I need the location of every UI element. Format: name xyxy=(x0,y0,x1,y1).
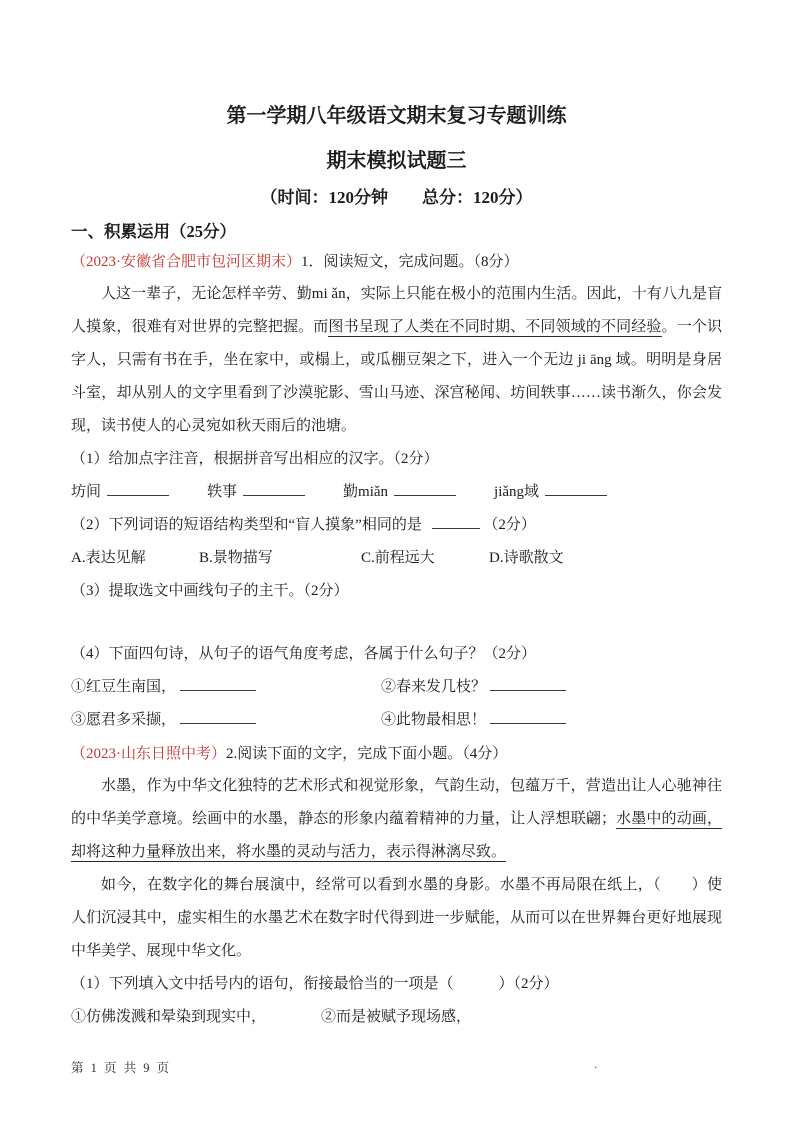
q2-sub1-options-grid xyxy=(71,1001,722,1034)
exam-meta-line: （时间：120分钟 总分：120分） xyxy=(260,188,533,207)
passage1-underlined-sentence: 图书呈现了人类在不同时期、不同领域的不同经验 xyxy=(328,319,662,335)
q1-sub3-label: （3）提取选文中画线句子的主干。（2分） xyxy=(71,583,349,599)
answer-blank xyxy=(180,709,256,724)
section-heading: 一、积累运用（25分） xyxy=(71,222,236,241)
fill-item-4 xyxy=(494,476,607,509)
answer-blank xyxy=(432,514,480,529)
fill-item-1-label: 坊间 xyxy=(71,484,102,500)
option-b: B.景物描写 xyxy=(199,550,273,566)
answer-blank xyxy=(490,709,566,724)
poem-line-3-text: ③愿君多采撷， xyxy=(71,712,177,728)
q1-sub4-label: （4）下面四句诗，从句子的语气角度考虑，各属于什么句子？（2分） xyxy=(71,646,537,662)
question1-stem: 1．阅读短文，完成问题。（8分） xyxy=(301,254,519,270)
q1-sub1-fill-row xyxy=(71,476,722,509)
passage1-text-post: 。一个识字人，只需有书在手，坐在家中，或榻上，或瓜棚豆架之下，进入一个无边 ji āng 域。明明是身居斗室，却从别人的文字里看到了沙漠驼影、雪山马迹、深宫秘闻、坊间轶事……读书渐久，你会发现，读书使人的心灵宛如秋天雨后的池塘。 xyxy=(71,319,722,434)
answer-blank xyxy=(394,481,456,496)
q1-sub2-label-post: （2分） xyxy=(483,517,536,533)
page-title: 第一学期八年级语文期末复习专题训练 xyxy=(226,105,567,127)
q2-sub1-label: （1）下列填入文中括号内的语句，衔接最恰当的一项是（ ）（2分） xyxy=(71,976,559,992)
answer-blank xyxy=(490,676,566,691)
q1-sub2-label xyxy=(71,509,722,542)
question2-stem: 2.阅读下面的文字，完成下面小题。（4分） xyxy=(226,746,508,762)
q1-sub2-options-row xyxy=(71,542,722,575)
footer-page-number: 第 1 页 共 9 页 xyxy=(71,1061,172,1075)
fill-item-4-label: jiǎng域 xyxy=(494,484,540,500)
option-a: A.表达见解 xyxy=(71,550,146,566)
poem-line-3 xyxy=(71,704,381,737)
option-c: C.前程远大 xyxy=(361,550,435,566)
question2-stem-line xyxy=(71,739,722,770)
poem-line-4 xyxy=(381,704,722,737)
answer-blank xyxy=(243,481,305,496)
fill-item-2 xyxy=(207,476,305,509)
passage1-text-pre: 人这一辈子，无论怎样辛劳、勤mi ǎn，实际上只能在极小的范围内生活。因此，十有八九是盲人摸象，很难有对世界的完整把握。而 xyxy=(71,286,722,335)
fill-item-3-label: 勤miǎn xyxy=(343,484,389,500)
q1-sub2-label-pre: （2）下列词语的短语结构类型和“盲人摸象”相同的是 xyxy=(71,517,422,533)
page-subtitle: 期末模拟试题三 xyxy=(326,150,467,172)
poem-line-4-text: ④此物最相思！ xyxy=(381,712,487,728)
question1-stem-line xyxy=(71,247,722,278)
question1-source-tag: （2023·安徽省合肥市包河区期末） xyxy=(71,254,301,270)
reading-passage-2-para1 xyxy=(71,770,722,869)
answer-blank xyxy=(107,481,169,496)
fill-item-2-label: 轶事 xyxy=(207,484,238,500)
passage2-text-pre: 水墨，作为中华文化独特的艺术形式和视觉形象，气韵生动，包蕴万千，营造出让人心驰神往的中华美学意境。绘画中的水墨，静态的形象内蕴着精神的力量，让人浮想联翩； xyxy=(71,778,722,827)
reading-passage-2-para2: 如今，在数字化的舞台展演中，经常可以看到水墨的身影。水墨不再局限在纸上，（ ）使人们沉浸其中，虚实相生的水墨艺术在数字时代得到进一步赋能，从而可以在世界舞台更好地展现中华美学、展现中华文化。 xyxy=(71,877,722,959)
reading-passage-1 xyxy=(71,278,722,443)
option-d: D.诗歌散文 xyxy=(489,550,564,566)
q2-option-2: ②而是被赋予现场感， xyxy=(321,1009,472,1025)
answer-blank xyxy=(545,481,607,496)
q2-option-1: ①仿佛泼溅和晕染到现实中， xyxy=(71,1009,267,1025)
poem-line-2 xyxy=(381,671,722,704)
passage2-underlined-sentence: 水墨中的动画，却将这种力量释放出来，将水墨的灵动与活力，表示得淋漓尽致。 xyxy=(71,811,722,860)
question2-source-tag: （2023·山东日照中考） xyxy=(71,746,226,762)
stray-dot: . xyxy=(594,1056,598,1071)
poem-line-1 xyxy=(71,671,381,704)
answer-blank xyxy=(180,676,256,691)
q1-sub4-poem-grid xyxy=(71,671,722,737)
poem-line-2-text: ②春来发几枝？ xyxy=(381,679,487,695)
fill-item-1 xyxy=(71,476,169,509)
poem-line-1-text: ①红豆生南国， xyxy=(71,679,177,695)
fill-item-3 xyxy=(343,476,456,509)
q1-sub1-label: （1）给加点字注音，根据拼音写出相应的汉字。（2分） xyxy=(71,451,439,467)
